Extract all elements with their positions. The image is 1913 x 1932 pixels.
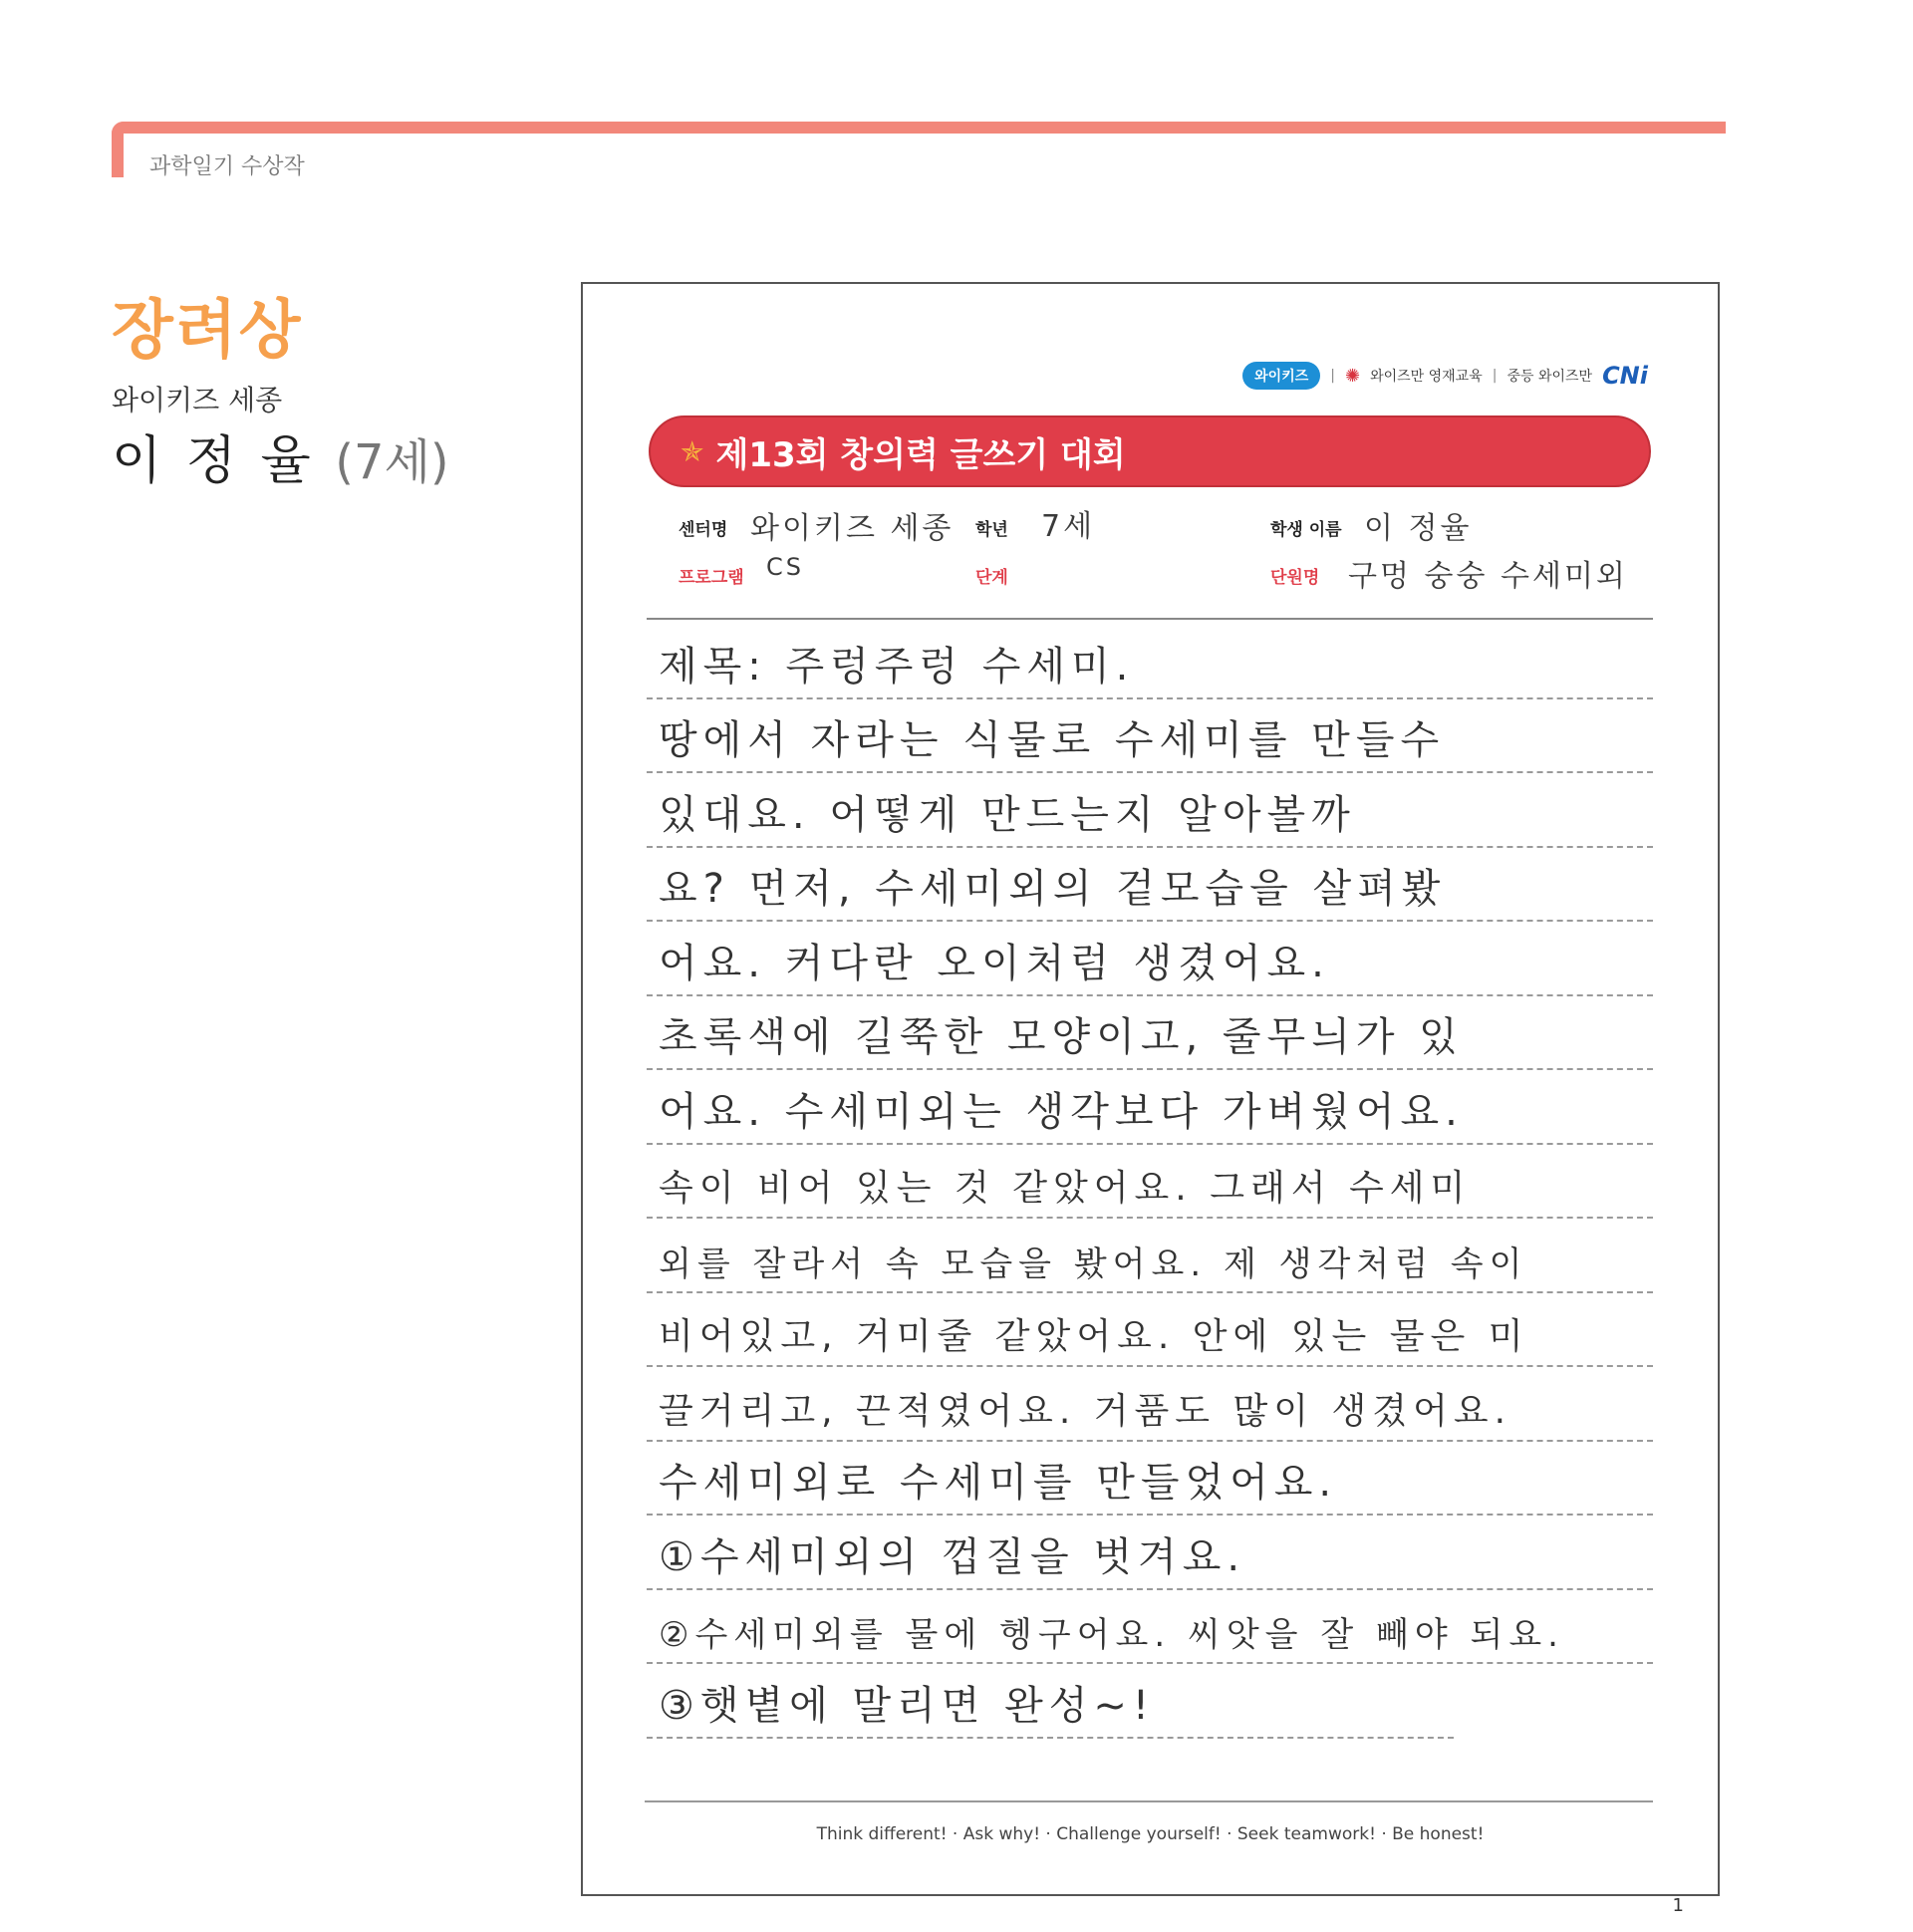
award-title: 장려상	[112, 294, 303, 368]
logo-separator: |	[1492, 368, 1498, 384]
entry-sheet	[581, 282, 1720, 1896]
header-accent-bar	[112, 122, 1726, 134]
wisekids-logo: 와이키즈	[1242, 362, 1320, 390]
unit-label: 단원명	[1270, 568, 1320, 588]
writing-area	[647, 625, 1653, 1739]
writing-line: 어요. 수세미외는 생각보다 가벼웠어요.	[647, 1070, 1653, 1145]
motto: Think different! · Ask why! · Challenge yourself! · Seek teamwork! · Be honest!	[816, 1824, 1485, 1844]
grade-label: 학년	[975, 520, 1008, 540]
writing-line: 제목: 주렁주렁 수세미.	[647, 625, 1653, 699]
cni-logo: CNi	[1602, 362, 1648, 390]
center-value: 와이키즈 세종	[750, 511, 955, 546]
header-accent-tab	[112, 122, 124, 177]
info-divider	[647, 618, 1653, 620]
unit-value: 구멍 숭숭 수세미외	[1348, 559, 1628, 594]
writing-line: 비어있고, 거미줄 같았어요. 안에 있는 물은 미	[647, 1293, 1653, 1368]
writing-line: 끌거리고, 끈적였어요. 거품도 많이 생겼어요.	[647, 1367, 1653, 1442]
student-heading	[112, 418, 449, 493]
program-label: 프로그램	[679, 568, 744, 588]
flower-icon: ✺	[1344, 365, 1361, 387]
writing-line: ①수세미외의 껍질을 벗겨요.	[647, 1516, 1653, 1590]
wiseman-middle-logo-text: 중등 와이즈만	[1506, 369, 1593, 385]
school-name: 와이키즈 세종	[112, 384, 283, 416]
logo-separator: |	[1330, 368, 1335, 384]
student-name-value: 이 정율	[1364, 511, 1473, 546]
star-icon: ✯	[681, 434, 704, 468]
writing-line: ③햇볕에 말리면 완성~!	[647, 1664, 1454, 1739]
section-label: 과학일기 수상작	[149, 154, 305, 179]
footer-divider	[645, 1800, 1653, 1802]
writing-line: ②수세미외를 물에 헹구어요. 씨앗을 잘 빼야 되요.	[647, 1590, 1653, 1665]
writing-line: 외를 잘라서 속 모습을 봤어요. 제 생각처럼 속이	[647, 1219, 1653, 1293]
student-name-label: 학생 이름	[1270, 520, 1342, 540]
writing-line: 땅에서 자라는 식물로 수세미를 만들수	[647, 699, 1653, 774]
wiseman-gifted-logo-text: 와이즈만 영재교육	[1370, 369, 1483, 385]
student-name: 이 정 율	[112, 431, 315, 491]
center-label: 센터명	[679, 520, 728, 540]
sponsor-logos	[1242, 362, 1648, 390]
writing-line: 초록색에 길쭉한 모양이고, 줄무늬가 있	[647, 996, 1653, 1071]
writing-line: 어요. 커다란 오이처럼 생겼어요.	[647, 922, 1653, 996]
writing-line: 요? 먼저, 수세미외의 겉모습을 살펴봤	[647, 848, 1653, 923]
program-value: CS	[766, 553, 804, 581]
writing-line: 있대요. 어떻게 만드는지 알아볼까	[647, 773, 1653, 848]
student-age: (7세)	[335, 434, 449, 490]
page-number: 1	[1672, 1895, 1684, 1916]
contest-banner	[649, 415, 1651, 487]
level-label: 단계	[975, 568, 1008, 588]
contest-title: 제13회 창의력 글쓰기 대회	[715, 434, 1126, 475]
writing-line: 수세미외로 수세미를 만들었어요.	[647, 1442, 1653, 1517]
writing-line: 속이 비어 있는 것 같았어요. 그래서 수세미	[647, 1145, 1653, 1220]
grade-value: 7세	[1041, 509, 1096, 544]
